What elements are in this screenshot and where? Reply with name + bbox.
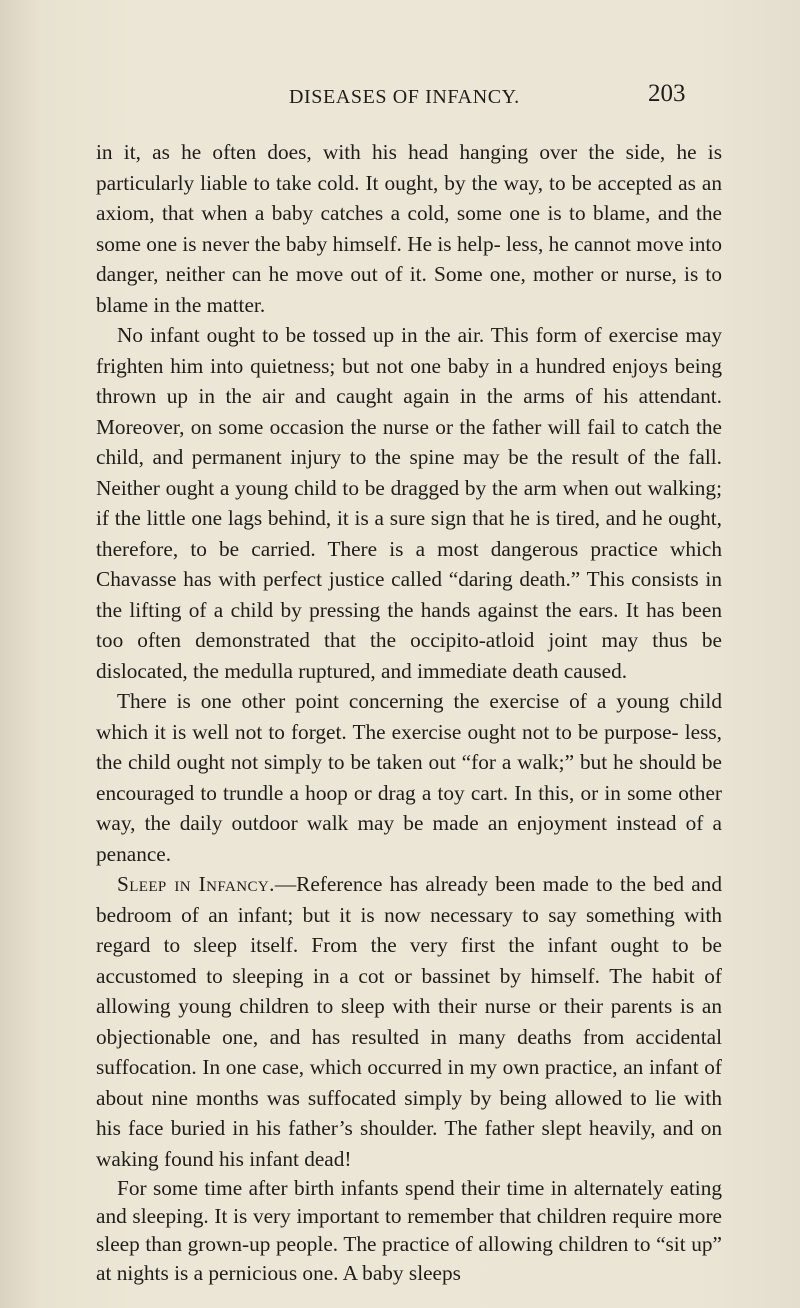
paragraph-3: There is one other point concerning the exercise of a young child which it is well not to forget. The exercise ought not to be purpose- less, the child ought not simply to be taken out “for a walk;” but he should be encouraged to trundle a hoop or drag a toy cart. In this, or in some other way, the daily outdoor walk may be made an enjoyment instead of a penance. [96,689,722,866]
paragraph-2: No infant ought to be tossed up in the air. This form of exercise may frighten him into quietness; but not one baby in a hundred enjoys being thrown up in the air and caught again in the arms of his attendant. Moreover, on some occasion the nurse or the father will fail to catch the child, and permanent injury to the spine may be the result of the fall. Neither ought a young child to be dragged by the arm when out walking; if the little one lags behind, it is a sure sign that he is tired, and he ought, therefore, to be carried. There is a most dangerous practice which Chavasse has with perfect justice called “daring death.” This consists in the lifting of a child by pressing the hands against the ears. It has been too often demonstrated that the occipito-atloid joint may thus be dislocated, the medulla ruptured, and immediate death caused. [96,323,722,683]
page-header [0,80,800,122]
paragraph-4-text: —Reference has already been made to the bed and bedroom of an infant; but it is now necessary to say something with regard to sleep itself. From the very first the infant ought to be accustomed to sleeping in a cot or bassinet by himself. The habit of allowing young children to sleep with their nurse or their parents is an objectionable one, and has resulted in many deaths from accidental suffocation. In one case, which occurred in my own practice, an infant of about nine months was suffocated simply by being allowed to lie with his face buried in his father’s shoulder. The father slept heavily, and on waking found his infant dead! [96,872,722,1171]
paragraph-5: For some time after birth infants spend their time in alternately eating and sleeping. It is very important to remember that children require more sleep than grown-up people. The practice of allowing children to “sit up” at nights is a pernicious one. A baby sleeps [96,1176,722,1285]
running-head: DISEASES OF INFANCY. [289,86,520,108]
section-heading-sleep-in-infancy: Sleep in Infancy. [117,872,275,896]
paragraph-4 [96,869,722,1174]
body-text [96,137,722,1287]
paragraph-1: in it, as he often does, with his head hanging over the side, he is particularly liable to take cold. It ought, by the way, to be accepted as an axiom, that when a baby catches a cold, some one is to blame, and the some one is never the baby himself. He is help- less, he cannot move into danger, neither can he move out of it. Some one, mother or nurse, is to blame in the matter. [96,140,722,317]
page-number: 203 [648,80,686,107]
